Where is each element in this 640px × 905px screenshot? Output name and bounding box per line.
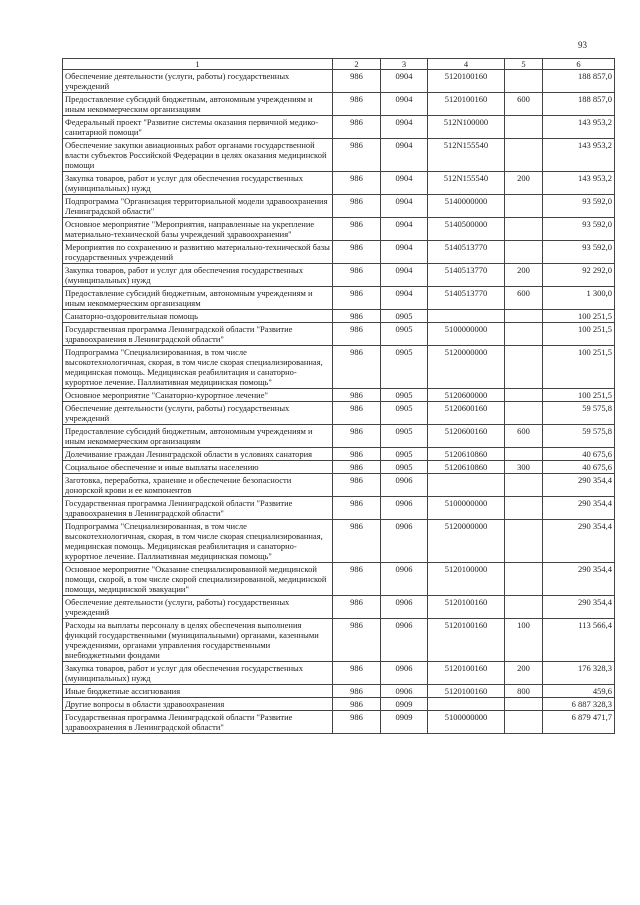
row-amount-cell: 6 879 471,7 <box>543 711 615 734</box>
row-vedomstvo-cell: 986 <box>333 563 381 596</box>
row-csr-cell: 5100000000 <box>428 711 505 734</box>
row-amount-cell: 93 592,0 <box>543 218 615 241</box>
row-vr-cell <box>505 241 543 264</box>
header-col-4: 4 <box>428 59 505 70</box>
row-name-cell: Предоставление субсидий бюджетным, автономным учреждениям и иным некоммерческим организациям <box>63 93 333 116</box>
table-row <box>63 619 615 662</box>
row-razdel-cell: 0906 <box>381 596 428 619</box>
row-amount-cell: 176 328,3 <box>543 662 615 685</box>
row-vr-cell <box>505 698 543 711</box>
row-razdel-cell: 0904 <box>381 70 428 93</box>
row-razdel-cell: 0909 <box>381 711 428 734</box>
row-name-cell: Обеспечение закупки авиационных работ органами государственной власти субъектов Российской Федерации в целях оказания медицинской помощи <box>63 139 333 172</box>
row-csr-cell: 5100000000 <box>428 323 505 346</box>
row-amount-cell: 93 592,0 <box>543 195 615 218</box>
row-name-cell: Обеспечение деятельности (услуги, работы) государственных учреждений <box>63 596 333 619</box>
row-csr-cell: 5120600160 <box>428 402 505 425</box>
row-vr-cell <box>505 323 543 346</box>
row-razdel-cell: 0904 <box>381 195 428 218</box>
row-csr-cell: 5120100160 <box>428 662 505 685</box>
row-razdel-cell: 0906 <box>381 497 428 520</box>
row-vr-cell: 200 <box>505 662 543 685</box>
row-vr-cell <box>505 139 543 172</box>
row-razdel-cell: 0905 <box>381 310 428 323</box>
row-amount-cell: 100 251,5 <box>543 389 615 402</box>
row-name-cell: Государственная программа Ленинградской области "Развитие здравоохранения в Ленинградской области" <box>63 711 333 734</box>
row-name-cell: Подпрограмма "Организация территориальной модели здравоохранения Ленинградской области" <box>63 195 333 218</box>
row-amount-cell: 59 575,8 <box>543 402 615 425</box>
row-vr-cell: 600 <box>505 287 543 310</box>
row-vr-cell <box>505 596 543 619</box>
row-csr-cell: 5140513770 <box>428 264 505 287</box>
row-name-cell: Социальное обеспечение и иные выплаты населению <box>63 461 333 474</box>
row-vedomstvo-cell: 986 <box>333 310 381 323</box>
table-row <box>63 402 615 425</box>
row-name-cell: Предоставление субсидий бюджетным, автономным учреждениям и иным некоммерческим организациям <box>63 287 333 310</box>
row-vedomstvo-cell: 986 <box>333 116 381 139</box>
row-amount-cell: 290 354,4 <box>543 497 615 520</box>
row-name-cell: Обеспечение деятельности (услуги, работы) государственных учреждений <box>63 70 333 93</box>
row-csr-cell: 512N155540 <box>428 172 505 195</box>
row-vedomstvo-cell: 986 <box>333 389 381 402</box>
row-name-cell: Закупка товаров, работ и услуг для обеспечения государственных (муниципальных) нужд <box>63 662 333 685</box>
table-row <box>63 461 615 474</box>
row-amount-cell: 188 857,0 <box>543 70 615 93</box>
table-body <box>63 70 615 734</box>
row-vr-cell <box>505 448 543 461</box>
row-vedomstvo-cell: 986 <box>333 402 381 425</box>
table-row <box>63 218 615 241</box>
row-razdel-cell: 0906 <box>381 520 428 563</box>
row-vedomstvo-cell: 986 <box>333 497 381 520</box>
row-csr-cell: 5120610860 <box>428 448 505 461</box>
row-vr-cell: 600 <box>505 425 543 448</box>
table-row <box>63 448 615 461</box>
table-row <box>63 70 615 93</box>
row-vr-cell: 200 <box>505 172 543 195</box>
row-vr-cell: 300 <box>505 461 543 474</box>
row-amount-cell: 290 354,4 <box>543 520 615 563</box>
table-row <box>63 241 615 264</box>
row-vedomstvo-cell: 986 <box>333 70 381 93</box>
row-vr-cell <box>505 195 543 218</box>
row-csr-cell: 5120100160 <box>428 596 505 619</box>
row-vr-cell: 200 <box>505 264 543 287</box>
row-amount-cell: 6 887 328,3 <box>543 698 615 711</box>
row-vr-cell <box>505 346 543 389</box>
row-vr-cell <box>505 70 543 93</box>
row-amount-cell: 188 857,0 <box>543 93 615 116</box>
row-razdel-cell: 0904 <box>381 93 428 116</box>
table-row <box>63 346 615 389</box>
row-razdel-cell: 0905 <box>381 448 428 461</box>
row-amount-cell: 40 675,6 <box>543 461 615 474</box>
table-row <box>63 195 615 218</box>
row-amount-cell: 100 251,5 <box>543 346 615 389</box>
row-csr-cell: 5140500000 <box>428 218 505 241</box>
header-col-6: 6 <box>543 59 615 70</box>
row-name-cell: Иные бюджетные ассигнования <box>63 685 333 698</box>
row-name-cell: Основное мероприятие "Санаторно-курортное лечение" <box>63 389 333 402</box>
row-csr-cell: 5120000000 <box>428 520 505 563</box>
row-vedomstvo-cell: 986 <box>333 195 381 218</box>
row-vr-cell: 600 <box>505 93 543 116</box>
row-vr-cell: 800 <box>505 685 543 698</box>
row-csr-cell: 5120000000 <box>428 346 505 389</box>
row-vedomstvo-cell: 986 <box>333 241 381 264</box>
row-name-cell: Федеральный проект "Развитие системы оказания первичной медико-санитарной помощи" <box>63 116 333 139</box>
row-razdel-cell: 0905 <box>381 346 428 389</box>
row-name-cell: Мероприятия по сохранению и развитию материально-технической базы государственных учреждений <box>63 241 333 264</box>
row-amount-cell: 290 354,4 <box>543 596 615 619</box>
table-row <box>63 596 615 619</box>
table-row <box>63 662 615 685</box>
row-vedomstvo-cell: 986 <box>333 93 381 116</box>
row-csr-cell: 5120100160 <box>428 619 505 662</box>
row-amount-cell: 100 251,5 <box>543 323 615 346</box>
row-vedomstvo-cell: 986 <box>333 218 381 241</box>
row-amount-cell: 143 953,2 <box>543 172 615 195</box>
table-row <box>63 711 615 734</box>
row-vedomstvo-cell: 986 <box>333 698 381 711</box>
row-name-cell: Другие вопросы в области здравоохранения <box>63 698 333 711</box>
row-csr-cell: 512N155540 <box>428 139 505 172</box>
row-name-cell: Обеспечение деятельности (услуги, работы) государственных учреждений <box>63 402 333 425</box>
row-razdel-cell: 0904 <box>381 139 428 172</box>
row-vedomstvo-cell: 986 <box>333 172 381 195</box>
table-row <box>63 310 615 323</box>
page-number: 93 <box>578 40 587 50</box>
row-razdel-cell: 0905 <box>381 461 428 474</box>
row-csr-cell: 5100000000 <box>428 497 505 520</box>
row-csr-cell: 5140513770 <box>428 241 505 264</box>
row-razdel-cell: 0905 <box>381 425 428 448</box>
row-csr-cell: 5140513770 <box>428 287 505 310</box>
row-vedomstvo-cell: 986 <box>333 474 381 497</box>
header-col-5: 5 <box>505 59 543 70</box>
row-name-cell: Расходы на выплаты персоналу в целях обеспечения выполнения функций государственными (муниципальными) органами, казенными учреждениями, органами управления государственными внебюджетными фондами <box>63 619 333 662</box>
table-row <box>63 139 615 172</box>
row-vr-cell <box>505 563 543 596</box>
row-amount-cell: 113 566,4 <box>543 619 615 662</box>
row-razdel-cell: 0906 <box>381 619 428 662</box>
header-col-2: 2 <box>333 59 381 70</box>
row-csr-cell: 5120100160 <box>428 70 505 93</box>
row-razdel-cell: 0906 <box>381 474 428 497</box>
table-row <box>63 389 615 402</box>
row-vedomstvo-cell: 986 <box>333 461 381 474</box>
row-name-cell: Закупка товаров, работ и услуг для обеспечения государственных (муниципальных) нужд <box>63 172 333 195</box>
row-amount-cell: 59 575,8 <box>543 425 615 448</box>
table-row <box>63 93 615 116</box>
table-row <box>63 685 615 698</box>
row-razdel-cell: 0904 <box>381 241 428 264</box>
row-amount-cell: 143 953,2 <box>543 116 615 139</box>
row-amount-cell: 459,6 <box>543 685 615 698</box>
row-amount-cell: 92 292,0 <box>543 264 615 287</box>
row-csr-cell: 5120610860 <box>428 461 505 474</box>
row-vedomstvo-cell: 986 <box>333 685 381 698</box>
table-row <box>63 497 615 520</box>
row-vedomstvo-cell: 986 <box>333 323 381 346</box>
row-razdel-cell: 0904 <box>381 218 428 241</box>
budget-table <box>62 58 615 734</box>
row-razdel-cell: 0905 <box>381 389 428 402</box>
row-razdel-cell: 0909 <box>381 698 428 711</box>
row-vr-cell <box>505 116 543 139</box>
row-name-cell: Подпрограмма "Специализированная, в том числе высокотехнологичная, скорая, в том числе скорая специализированная, медицинская помощь. Медицинская реабилитация и санаторно-курортное лечение. Паллиативная медицинская помощь" <box>63 520 333 563</box>
row-amount-cell: 40 675,6 <box>543 448 615 461</box>
row-csr-cell: 5120600000 <box>428 389 505 402</box>
row-vedomstvo-cell: 986 <box>333 264 381 287</box>
row-razdel-cell: 0904 <box>381 264 428 287</box>
row-vedomstvo-cell: 986 <box>333 425 381 448</box>
table-row <box>63 323 615 346</box>
row-amount-cell: 143 953,2 <box>543 139 615 172</box>
row-csr-cell: 5120600160 <box>428 425 505 448</box>
table-row <box>63 563 615 596</box>
row-name-cell: Предоставление субсидий бюджетным, автономным учреждениям и иным некоммерческим организациям <box>63 425 333 448</box>
table-row <box>63 698 615 711</box>
row-vedomstvo-cell: 986 <box>333 139 381 172</box>
row-razdel-cell: 0904 <box>381 287 428 310</box>
row-amount-cell: 290 354,4 <box>543 474 615 497</box>
row-vr-cell <box>505 497 543 520</box>
row-vr-cell <box>505 520 543 563</box>
header-col-3: 3 <box>381 59 428 70</box>
row-vr-cell: 100 <box>505 619 543 662</box>
row-razdel-cell: 0906 <box>381 662 428 685</box>
row-vedomstvo-cell: 986 <box>333 596 381 619</box>
table-row <box>63 287 615 310</box>
header-col-1: 1 <box>63 59 333 70</box>
row-vr-cell <box>505 711 543 734</box>
table-row <box>63 116 615 139</box>
row-csr-cell: 5140000000 <box>428 195 505 218</box>
row-name-cell: Государственная программа Ленинградской области "Развитие здравоохранения в Ленинградской области" <box>63 497 333 520</box>
row-vedomstvo-cell: 986 <box>333 662 381 685</box>
row-vedomstvo-cell: 986 <box>333 346 381 389</box>
row-razdel-cell: 0905 <box>381 323 428 346</box>
row-vedomstvo-cell: 986 <box>333 619 381 662</box>
table-row <box>63 520 615 563</box>
row-razdel-cell: 0905 <box>381 402 428 425</box>
row-vedomstvo-cell: 986 <box>333 520 381 563</box>
row-csr-cell: 5120100000 <box>428 563 505 596</box>
row-name-cell: Подпрограмма "Специализированная, в том числе высокотехнологичная, скорая, в том числе скорая специализированная, медицинская помощь. Медицинская реабилитация и санаторно-курортное лечение. Паллиативная медицинская помощь" <box>63 346 333 389</box>
row-name-cell: Основное мероприятие "Оказание специализированной медицинской помощи, скорой, в том числе скорой специализированной, медицинской помощи, медицинской эвакуации" <box>63 563 333 596</box>
row-vedomstvo-cell: 986 <box>333 711 381 734</box>
row-vr-cell <box>505 389 543 402</box>
table-row <box>63 172 615 195</box>
row-razdel-cell: 0906 <box>381 685 428 698</box>
row-name-cell: Государственная программа Ленинградской области "Развитие здравоохранения в Ленинградской области" <box>63 323 333 346</box>
row-razdel-cell: 0904 <box>381 172 428 195</box>
row-name-cell: Заготовка, переработка, хранение и обеспечение безопасности донорской крови и ее компонентов <box>63 474 333 497</box>
row-csr-cell: 512N100000 <box>428 116 505 139</box>
row-name-cell: Закупка товаров, работ и услуг для обеспечения государственных (муниципальных) нужд <box>63 264 333 287</box>
row-name-cell: Основное мероприятие "Мероприятия, направленные на укрепление материально-технической базы учреждений здравоохранения" <box>63 218 333 241</box>
table-row <box>63 425 615 448</box>
row-amount-cell: 290 354,4 <box>543 563 615 596</box>
row-razdel-cell: 0904 <box>381 116 428 139</box>
row-vr-cell <box>505 310 543 323</box>
row-vr-cell <box>505 402 543 425</box>
row-csr-cell: 5120100160 <box>428 93 505 116</box>
row-amount-cell: 93 592,0 <box>543 241 615 264</box>
table-row <box>63 264 615 287</box>
row-name-cell: Санаторно-оздоровительная помощь <box>63 310 333 323</box>
row-name-cell: Долечивание граждан Ленинградской области в условиях санатория <box>63 448 333 461</box>
row-vr-cell <box>505 474 543 497</box>
row-vr-cell <box>505 218 543 241</box>
row-amount-cell: 1 300,0 <box>543 287 615 310</box>
row-vedomstvo-cell: 986 <box>333 448 381 461</box>
row-razdel-cell: 0906 <box>381 563 428 596</box>
row-csr-cell <box>428 474 505 497</box>
row-csr-cell <box>428 698 505 711</box>
table-row <box>63 474 615 497</box>
header-row <box>63 59 615 70</box>
row-amount-cell: 100 251,5 <box>543 310 615 323</box>
row-csr-cell: 5120100160 <box>428 685 505 698</box>
row-vedomstvo-cell: 986 <box>333 287 381 310</box>
row-csr-cell <box>428 310 505 323</box>
